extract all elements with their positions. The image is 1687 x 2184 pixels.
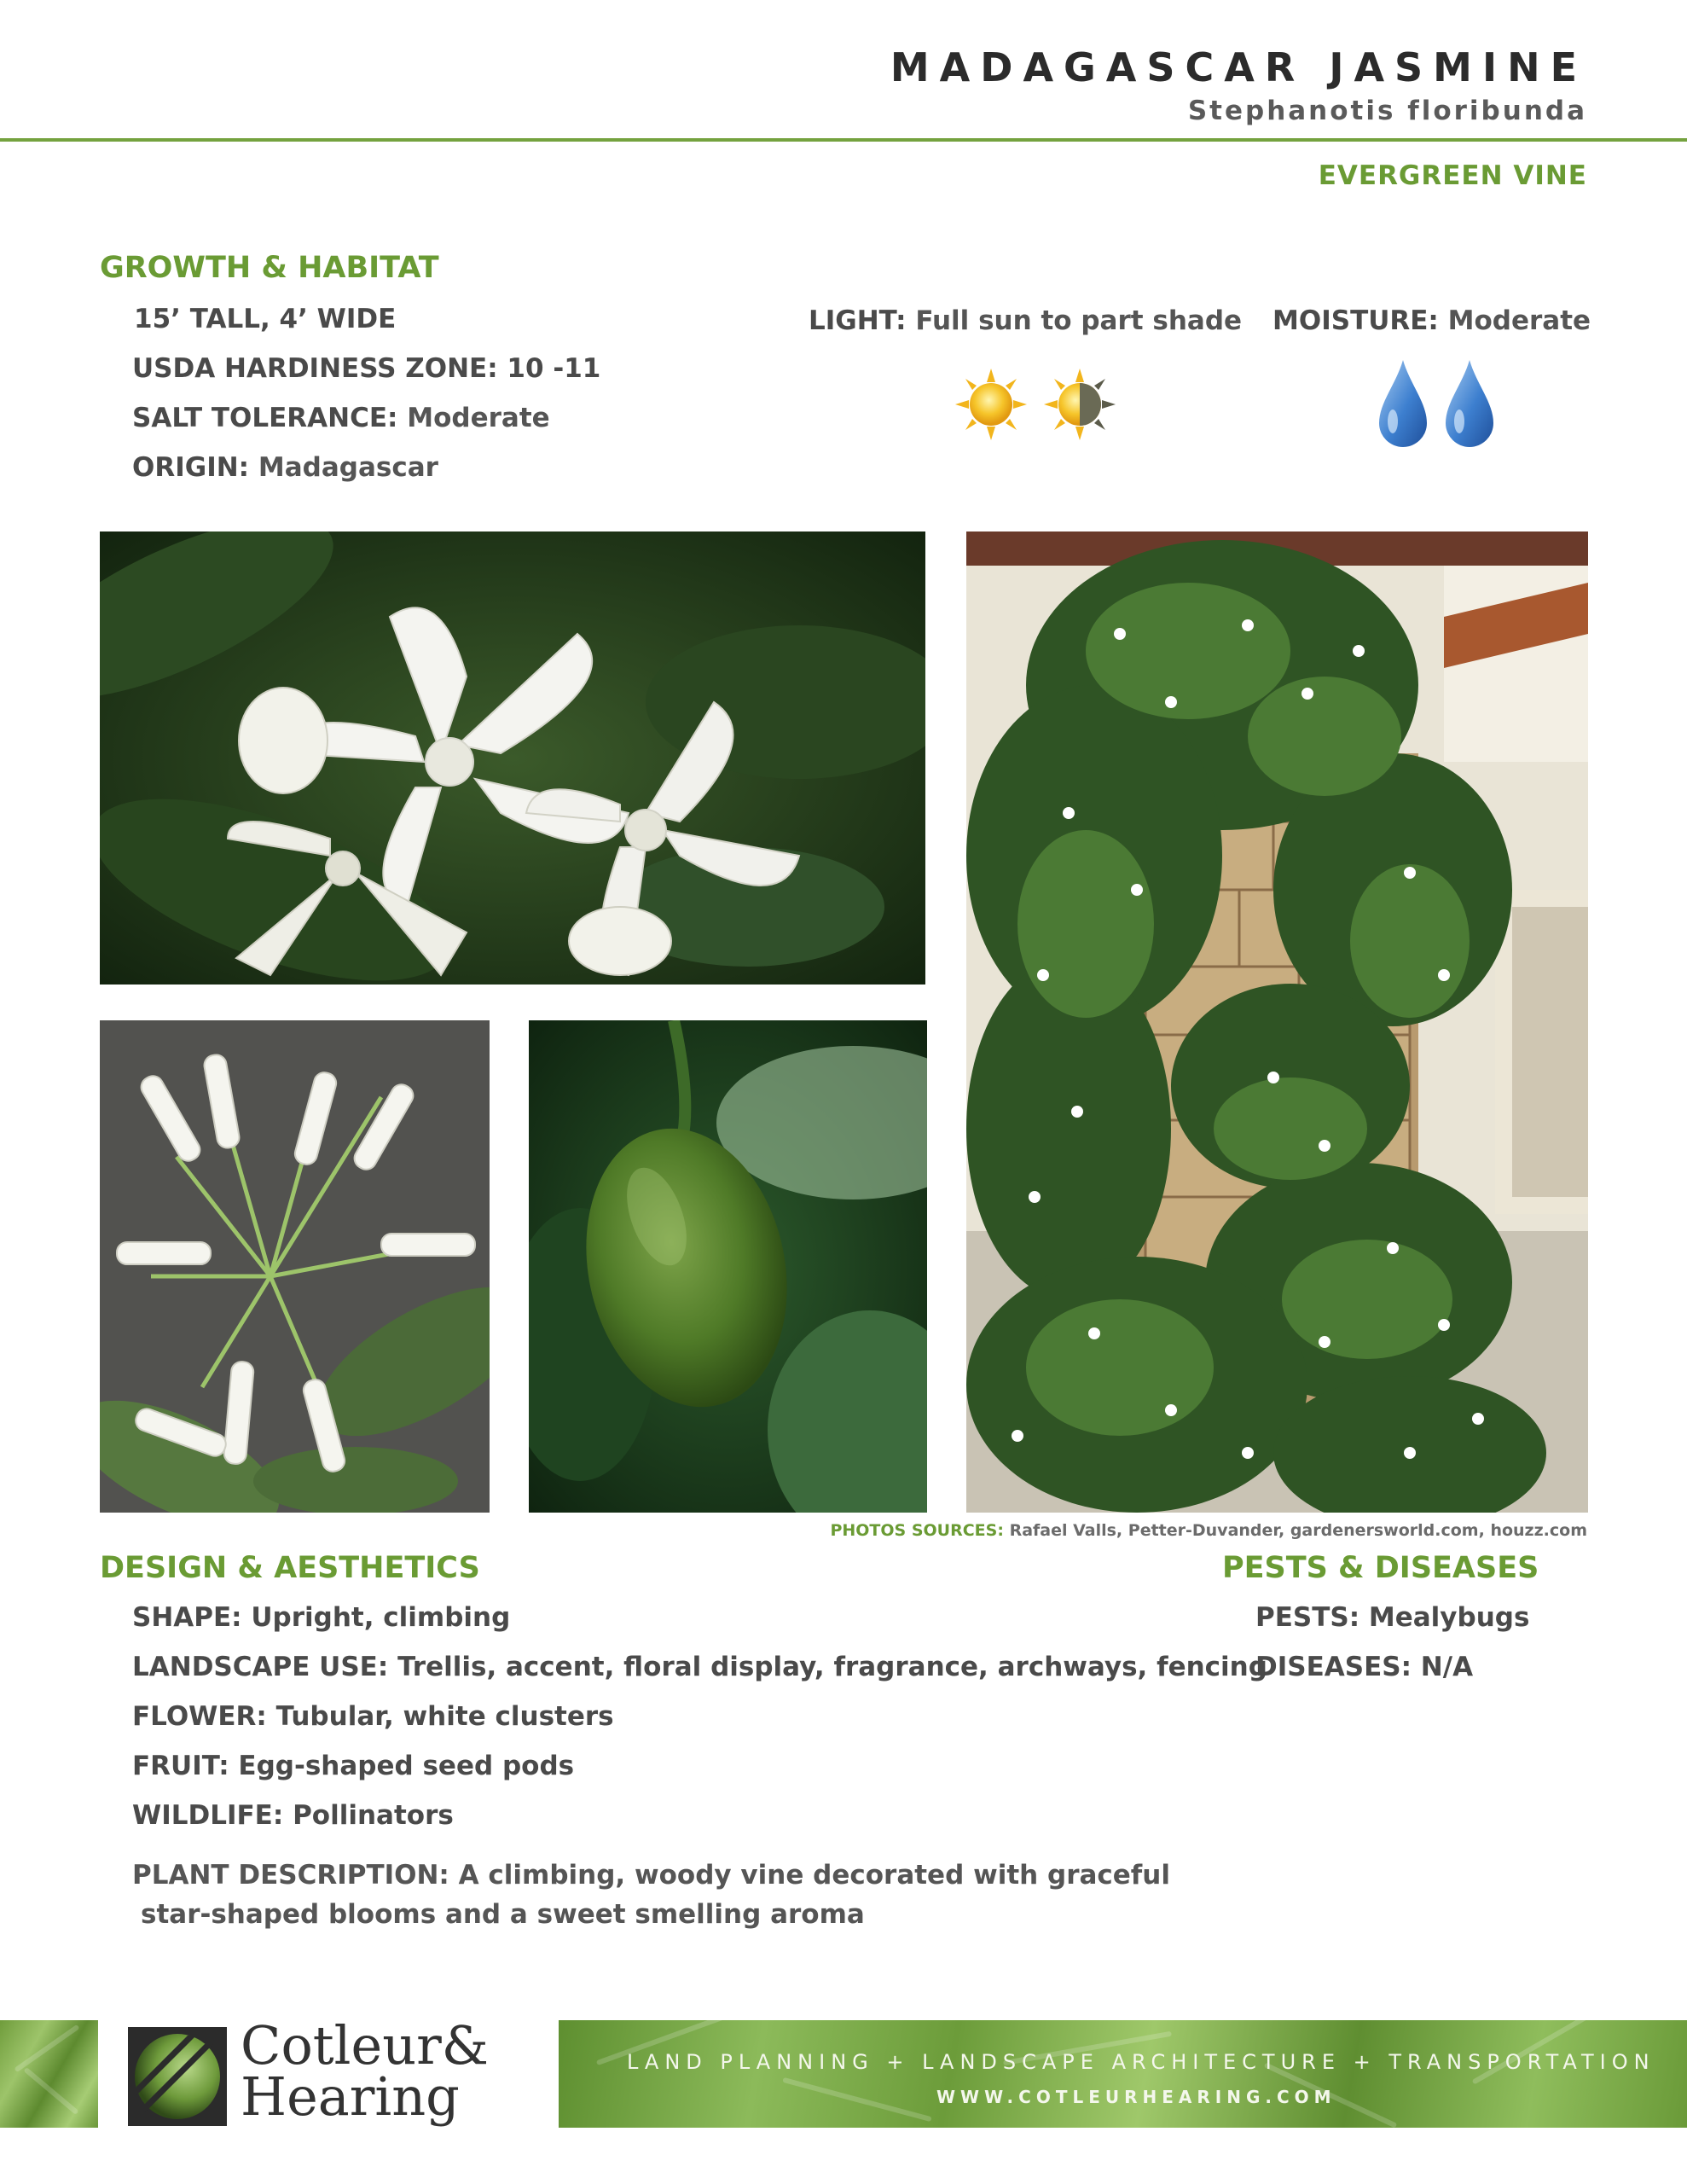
footer-leaf-band-left	[0, 2020, 98, 2128]
photo-credit	[830, 1521, 1587, 1540]
shape-value: Upright, climbing	[251, 1602, 511, 1633]
diseases-value: N/A	[1420, 1652, 1474, 1682]
shape-label: SHAPE:	[132, 1602, 242, 1633]
wildlife-value: Pollinators	[293, 1800, 454, 1831]
origin-label: ORIGIN:	[132, 452, 250, 483]
pests	[1255, 1602, 1529, 1633]
light-label: LIGHT:	[809, 305, 907, 336]
design-aesthetics-heading: DESIGN & AESTHETICS	[100, 1551, 480, 1585]
plant-description	[132, 1856, 1198, 1934]
pests-label: PESTS:	[1255, 1602, 1360, 1633]
flower-label: FLOWER:	[132, 1701, 267, 1732]
plant-description-line-2: star-shaped blooms and a sweet smelling aroma	[141, 1899, 865, 1930]
landscape-use-value: Trellis, accent, floral display, fragrance, archways, fencing	[397, 1652, 1267, 1682]
company-website-link[interactable]: WWW.COTLEURHEARING.COM	[936, 2087, 1336, 2107]
fruit-value: Egg-shaped seed pods	[238, 1751, 575, 1781]
water-drop-icon	[1377, 358, 1429, 452]
light-requirement	[809, 305, 1242, 336]
fruit	[132, 1751, 574, 1781]
company-name-line-2: Hearing	[241, 2065, 460, 2128]
header-divider	[0, 138, 1687, 142]
seed-pod-photo	[529, 1020, 927, 1513]
moisture-requirement	[1272, 305, 1591, 336]
page-title: MADAGASCAR JASMINE	[890, 44, 1587, 90]
pests-diseases-heading: PESTS & DISEASES	[1222, 1551, 1539, 1585]
salt-tolerance-label: SALT TOLERANCE:	[132, 403, 398, 433]
size-text: 15’ TALL, 4’ WIDE	[134, 304, 397, 334]
landscape-use	[132, 1652, 1267, 1682]
pests-value: Mealybugs	[1368, 1602, 1530, 1633]
salt-tolerance-value: Moderate	[407, 403, 550, 433]
company-logo-icon	[128, 2027, 227, 2126]
wildlife-label: WILDLIFE:	[132, 1800, 284, 1831]
wildlife	[132, 1800, 454, 1831]
hardiness-zone-label: USDA HARDINESS ZONE:	[132, 353, 498, 384]
plant-description-label: PLANT DESCRIPTION:	[132, 1860, 449, 1891]
water-drop-icon	[1444, 358, 1495, 452]
company-tagline: LAND PLANNING + LANDSCAPE ARCHITECTURE + TRANSPORTATION	[627, 2050, 1655, 2074]
photo-credit-label: PHOTOS SOURCES:	[830, 1521, 1004, 1540]
light-value: Full sun to part shade	[915, 305, 1243, 336]
fruit-label: FRUIT:	[132, 1751, 229, 1781]
photo-credit-value: Rafael Valls, Petter-Duvander, gardenersworld.com, houzz.com	[1009, 1521, 1587, 1540]
company-name	[241, 2014, 489, 2128]
plant-category: EVERGREEN VINE	[1318, 160, 1587, 191]
shape	[132, 1602, 510, 1633]
part-shade-icon	[1044, 369, 1116, 440]
scientific-name: Stephanotis floribunda	[1187, 96, 1587, 126]
hardiness-zone-value: 10 -11	[507, 353, 601, 384]
footer-leaf-band-right	[559, 2020, 1687, 2128]
origin-value: Madagascar	[258, 452, 438, 483]
growth-habitat-heading: GROWTH & HABITAT	[100, 251, 439, 285]
diseases	[1255, 1652, 1473, 1682]
full-sun-icon	[955, 369, 1027, 440]
moisture-value: Moderate	[1447, 305, 1591, 336]
landscape-use-label: LANDSCAPE USE:	[132, 1652, 389, 1682]
plant-description-line-1: PLANT DESCRIPTION: A climbing, woody vine decorated with graceful	[132, 1860, 1170, 1891]
moisture-label: MOISTURE:	[1272, 305, 1439, 336]
origin	[132, 452, 438, 483]
salt-tolerance	[132, 403, 550, 433]
hardiness-zone	[132, 353, 600, 384]
company-name-line-1: Cotleur&	[241, 2014, 489, 2077]
vine-column-photo	[966, 531, 1588, 1513]
flower	[132, 1701, 614, 1732]
flower-closeup-photo	[100, 531, 925, 985]
flower-value: Tubular, white clusters	[275, 1701, 614, 1732]
diseases-label: DISEASES:	[1255, 1652, 1412, 1682]
flower-cluster-photo	[100, 1020, 490, 1513]
